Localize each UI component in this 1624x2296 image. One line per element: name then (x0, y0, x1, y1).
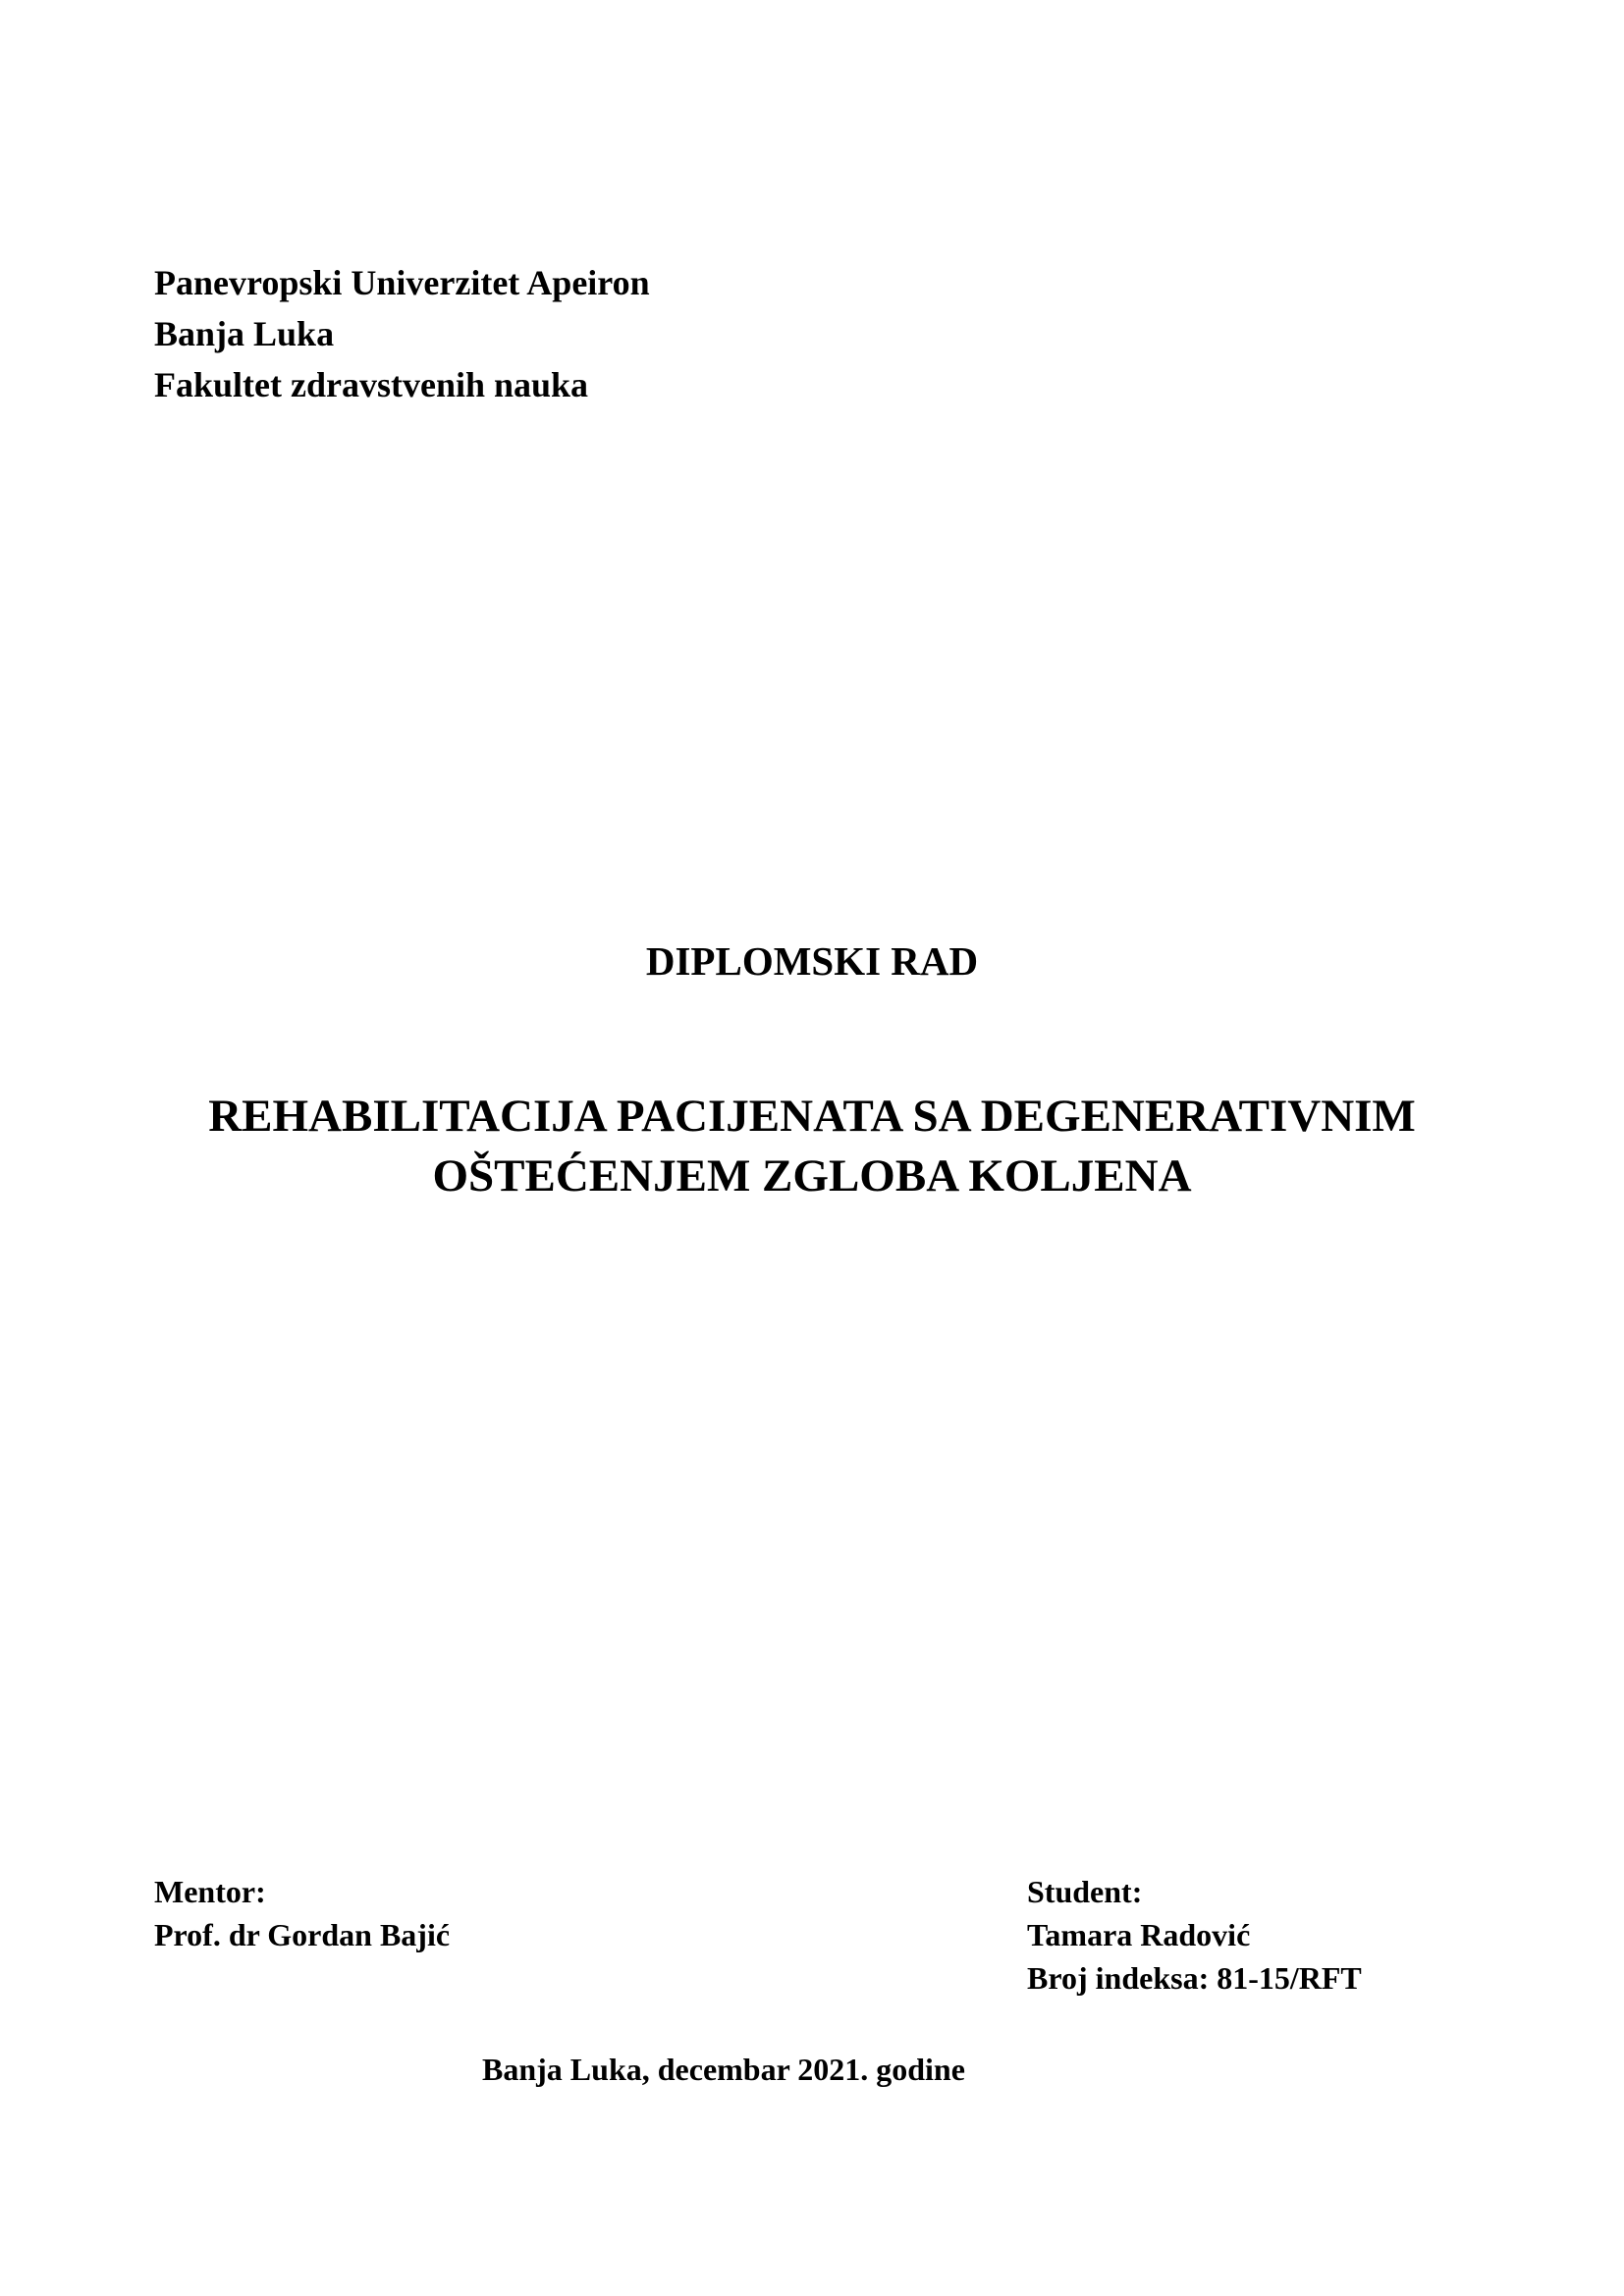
mentor-block (154, 1870, 450, 1956)
faculty-name: Fakultet zdravstvenih nauka (154, 365, 589, 404)
student-block (1027, 1870, 1362, 2000)
institution-block (154, 257, 650, 410)
student-name: Tamara Radović (1027, 1917, 1251, 1952)
student-label: Student: (1027, 1874, 1143, 1909)
thesis-title (0, 1087, 1624, 1206)
student-index: Broj indeksa: 81-15/RFT (1027, 1960, 1362, 1996)
thesis-title-line-2: OŠTEĆENJEM ZGLOBA KOLJENA (432, 1150, 1192, 1201)
mentor-name: Prof. dr Gordan Bajić (154, 1917, 451, 1952)
institution-city: Banja Luka (154, 314, 335, 353)
thesis-title-line-1: REHABILITACIJA PACIJENATA SA DEGENERATIVNIM (208, 1091, 1416, 1142)
mentor-label: Mentor: (154, 1874, 266, 1909)
university-name: Panevropski Univerzitet Apeiron (154, 263, 650, 302)
place-and-date: Banja Luka, decembar 2021. godine (482, 2052, 965, 2087)
document-type: DIPLOMSKI RAD (645, 938, 979, 984)
